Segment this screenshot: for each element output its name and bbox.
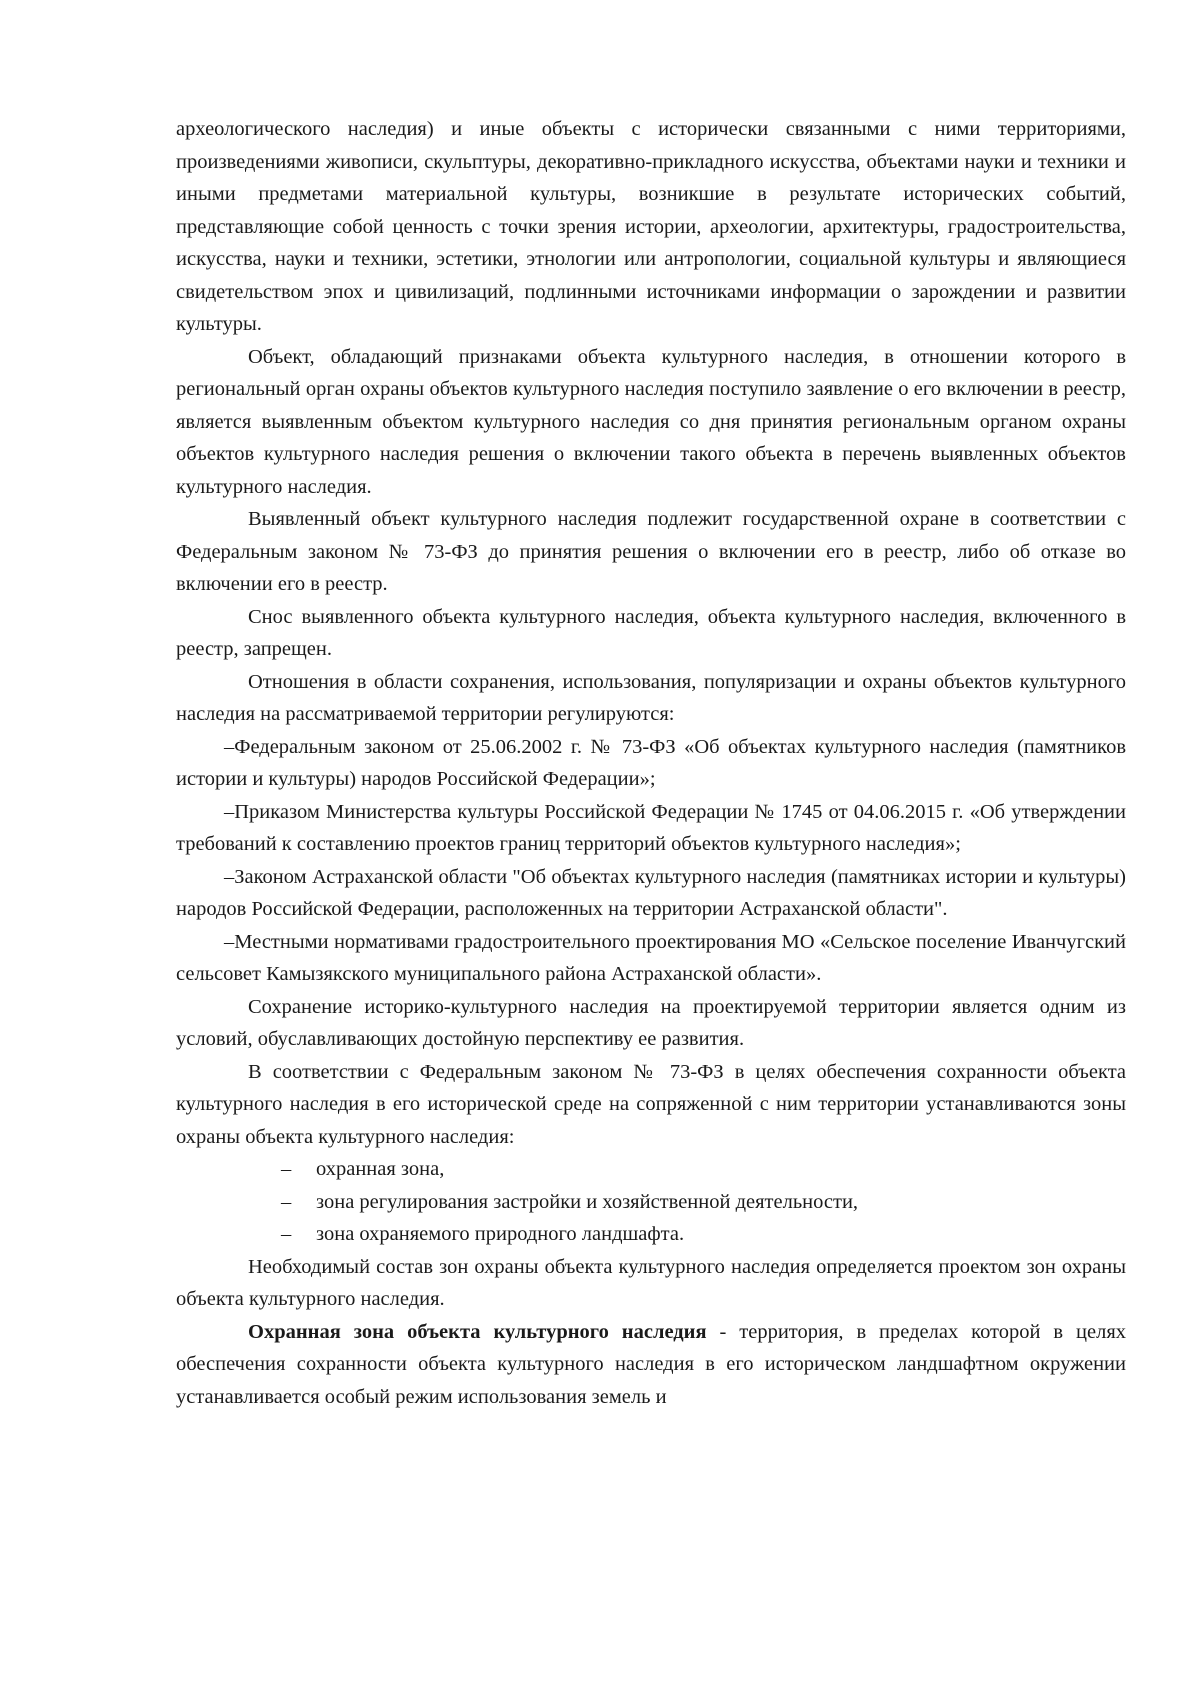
dash-bullet: – xyxy=(281,1223,292,1245)
zone-label: зона охраняемого природного ландшафта. xyxy=(316,1223,685,1245)
law-item: –Местными нормативами градостроительного проектирования МО «Сельское поселение Иванчугский сельсовет Камызякского муниципального района Астраханской области». xyxy=(176,930,1126,985)
document-body xyxy=(176,113,1126,1413)
list-item xyxy=(176,1218,1126,1251)
paragraph-state-protection: Выявленный объект культурного наследия подлежит государственной охране в соответствии с Федеральным законом № 73-ФЗ до принятия решения о включении его в реестр, либо об отказе во включении его в реестр. xyxy=(176,508,1126,595)
paragraph-demolition-ban: Снос выявленного объекта культурного наследия, объекта культурного наследия, включенного в реестр, запрещен. xyxy=(176,605,1126,660)
protection-zone-text: - территория, в пределах которой в целях обеспечения сохранности объекта культурного наследия в его историческом ландшафтном окружении устанавливается особый режим использования земель и xyxy=(176,1320,1126,1408)
dash-bullet: – xyxy=(281,1158,292,1180)
paragraph-protection-zone-definition xyxy=(176,1316,1126,1414)
law-item: –Федеральным законом от 25.06.2002 г. № 73-ФЗ «Об объектах культурного наследия (памятников истории и культуры) народов Российской Федерации»; xyxy=(176,735,1126,790)
law-item: –Приказом Министерства культуры Российской Федерации № 1745 от 04.06.2015 г. «Об утверждении требований к составлению проектов границ территорий объектов культурного наследия»; xyxy=(176,800,1126,855)
dash-bullet: – xyxy=(281,1190,292,1213)
paragraph-zones-composition: Необходимый состав зон охраны объекта культурного наследия определяется проектом зон охраны объекта культурного наследия. xyxy=(176,1255,1126,1310)
zone-label: зона регулирования застройки и хозяйственной деятельности, xyxy=(316,1190,859,1213)
zone-label: охранная зона, xyxy=(316,1158,445,1180)
list-item xyxy=(176,1186,1126,1219)
paragraph-regulation-intro: Отношения в области сохранения, использования, популяризации и охраны объектов культурного наследия на рассматриваемой территории регулируются: xyxy=(176,670,1126,725)
paragraph-preservation: Сохранение историко-культурного наследия на проектируемой территории является одним из условий, обуславливающих достойную перспективу ее развития. xyxy=(176,995,1126,1050)
paragraph-protection-zones-intro: В соответствии с Федеральным законом № 73-ФЗ в целях обеспечения сохранности объекта культурного наследия в его исторической среде на сопряженной с ним территории устанавливаются зоны охраны объекта культурного наследия: xyxy=(176,1060,1126,1148)
law-item: –Законом Астраханской области "Об объектах культурного наследия (памятниках истории и культуры) народов Российской Федерации, расположенных на территории Астраханской области". xyxy=(176,865,1126,920)
list-item xyxy=(176,1153,1126,1186)
protection-zone-term: Охранная зона объекта культурного наследия xyxy=(248,1320,707,1343)
paragraph-heritage-definition: археологического наследия) и иные объекты с исторически связанными с ними территориями, произведениями живописи, скульптуры, декоративно-прикладного искусства, объектами науки и техники и иными предметами материальной культуры, возникшие в результате исторических событий, представляющие собой ценность с точки зрения истории, археологии, архитектуры, градостроительства, искусства, науки и техники, эстетики, этнологии или антропологии, социальной культуры и являющиеся свидетельством эпох и цивилизаций, подлинными источниками информации о зарождении и развитии культуры. xyxy=(176,118,1126,335)
paragraph-identified-object: Объект, обладающий признаками объекта культурного наследия, в отношении которого в региональный орган охраны объектов культурного наследия поступило заявление о его включении в реестр, является выявленным объектом культурного наследия со дня принятия региональным органом охраны объектов культурного наследия решения о включении такого объекта в перечень выявленных объектов культурного наследия. xyxy=(176,345,1126,498)
zones-list xyxy=(176,1153,1126,1251)
